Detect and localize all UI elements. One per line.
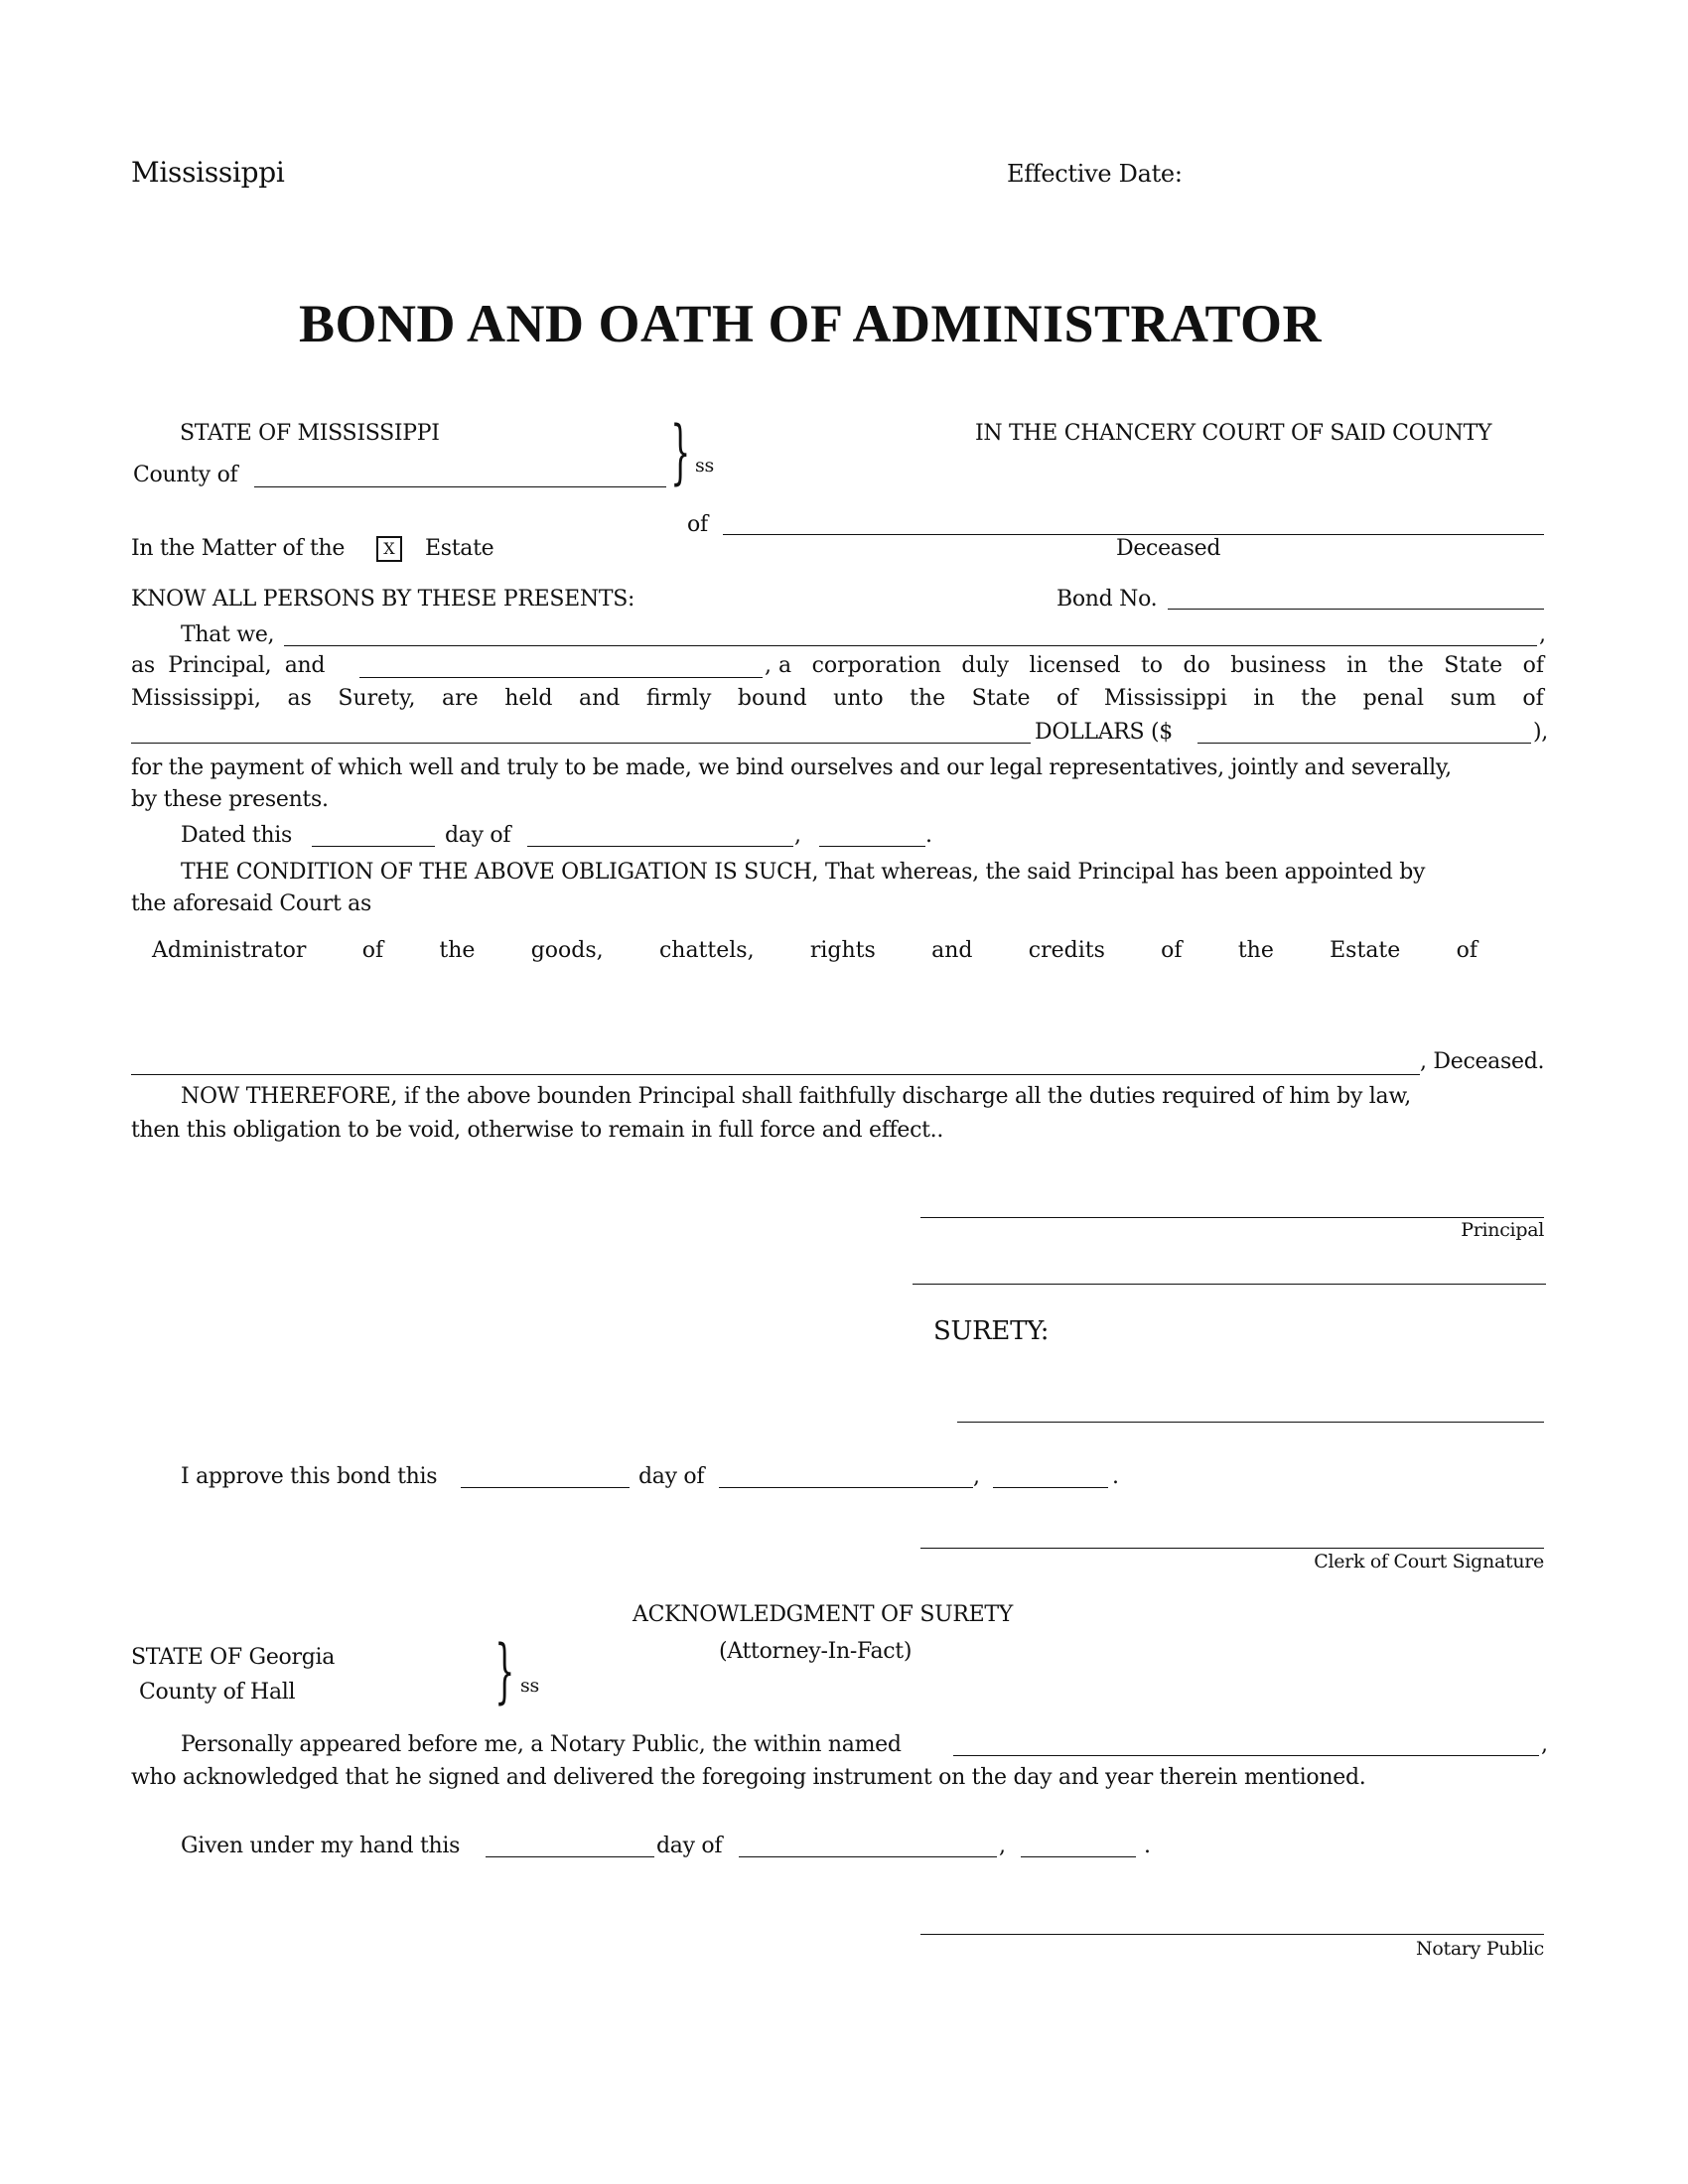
effective-date-label: Effective Date: <box>1007 160 1183 188</box>
approve-day-of-label: day of <box>638 1464 705 1489</box>
acknowledgment-subheading: (Attorney-In-Fact) <box>719 1639 913 1664</box>
surety-text: Mississippi, as Surety, are held and firmly bound unto the State of Mississippi in the penal sum of <box>131 686 1544 711</box>
know-all-heading: KNOW ALL PERSONS BY THESE PRESENTS: <box>131 587 635 612</box>
surety-label: SURETY: <box>933 1316 1050 1346</box>
brace-icon: } <box>494 1630 515 1711</box>
personally-appeared-text: Personally appeared before me, a Notary Public, the within named <box>181 1732 902 1757</box>
ack-state: STATE OF Georgia <box>131 1645 336 1670</box>
caption-state: STATE OF MISSISSIPPI <box>180 421 440 446</box>
period: . <box>1144 1834 1151 1858</box>
approve-day-field[interactable] <box>461 1487 630 1488</box>
ss-label: ss <box>695 455 714 477</box>
given-day-of-label: day of <box>656 1834 723 1858</box>
estate-checkbox[interactable]: X <box>376 536 402 562</box>
comma: , <box>1541 1732 1548 1757</box>
as-principal-text: as Principal, and <box>131 653 326 678</box>
ack-county: County of Hall <box>139 1680 296 1705</box>
principal-signature-line[interactable] <box>920 1217 1544 1218</box>
corporation-text: , a corporation duly licensed to do business in the State of <box>765 653 1544 678</box>
dated-day-field[interactable] <box>312 846 435 847</box>
period: . <box>925 823 932 848</box>
of-label: of <box>687 512 708 537</box>
now-therefore-line1: NOW THEREFORE, if the above bounden Principal shall faithfully discharge all the duties required of him by law, <box>181 1084 1411 1109</box>
dated-month-field[interactable] <box>527 846 793 847</box>
decedent-name-field[interactable] <box>723 534 1544 535</box>
given-month-field[interactable] <box>739 1856 997 1857</box>
notary-signature-line[interactable] <box>920 1934 1544 1935</box>
now-therefore-line2: then this obligation to be void, otherwise to remain in full force and effect.. <box>131 1118 944 1143</box>
page-title: BOND AND OATH OF ADMINISTRATOR <box>298 294 1323 353</box>
approve-year-field[interactable] <box>993 1487 1108 1488</box>
deceased-suffix: , Deceased. <box>1420 1049 1545 1074</box>
clerk-label: Clerk of Court Signature <box>1314 1551 1544 1572</box>
court-label: IN THE CHANCERY COURT OF SAID COUNTY <box>975 421 1492 446</box>
given-under-label: Given under my hand this <box>181 1834 461 1858</box>
principal-signature-line-2[interactable] <box>913 1284 1546 1285</box>
approve-month-field[interactable] <box>719 1487 973 1488</box>
condition-text-line1: THE CONDITION OF THE ABOVE OBLIGATION IS SUCH, That whereas, the said Principal has been appointed by <box>181 860 1426 885</box>
dated-this-label: Dated this <box>181 823 293 848</box>
estate-label: Estate <box>425 536 494 561</box>
dated-year-field[interactable] <box>819 846 925 847</box>
state-name-header: Mississippi <box>131 156 285 189</box>
penal-sum-words-field[interactable] <box>131 743 1031 744</box>
payment-text-line1: for the payment of which well and truly to be made, we bind ourselves and our legal representatives, jointly and severally, <box>131 755 1452 780</box>
comma: , <box>973 1464 980 1489</box>
surety-company-field[interactable] <box>359 677 763 678</box>
period: . <box>1112 1464 1119 1489</box>
bond-no-field[interactable] <box>1168 609 1544 610</box>
payment-text-line2: by these presents. <box>131 787 329 812</box>
comma: , <box>794 823 801 848</box>
county-label: County of <box>133 463 238 487</box>
brace-icon: } <box>670 411 691 492</box>
surety-signature-line[interactable] <box>957 1422 1544 1423</box>
comma: , <box>1539 622 1546 647</box>
that-we-label: That we, <box>181 622 275 647</box>
principal-label: Principal <box>1461 1219 1544 1241</box>
dated-day-of-label: day of <box>445 823 511 848</box>
condition-text-line2: the aforesaid Court as <box>131 891 371 916</box>
bond-no-label: Bond No. <box>1056 587 1158 612</box>
ack-ss-label: ss <box>520 1675 539 1697</box>
notary-label: Notary Public <box>1416 1938 1544 1960</box>
dollars-label: DOLLARS ($ <box>1035 720 1173 745</box>
deceased-label: Deceased <box>1116 536 1221 561</box>
dollars-close: ), <box>1533 720 1548 745</box>
acknowledged-text: who acknowledged that he signed and delivered the foregoing instrument on the day and year therein mentioned. <box>131 1765 1366 1790</box>
approve-label: I approve this bond this <box>181 1464 438 1489</box>
penal-sum-amount-field[interactable] <box>1197 743 1531 744</box>
estate-name-field[interactable] <box>131 1074 1420 1075</box>
county-field[interactable] <box>254 486 666 487</box>
acknowledgment-heading: ACKNOWLEDGMENT OF SURETY <box>633 1602 1013 1627</box>
matter-label: In the Matter of the <box>131 536 346 561</box>
comma: , <box>999 1834 1006 1858</box>
given-year-field[interactable] <box>1021 1856 1136 1857</box>
administrator-text: Administrator of the goods, chattels, rights and credits of the Estate of <box>152 938 1477 963</box>
named-person-field[interactable] <box>953 1755 1539 1756</box>
principal-name-field[interactable] <box>284 645 1537 646</box>
given-day-field[interactable] <box>486 1856 654 1857</box>
